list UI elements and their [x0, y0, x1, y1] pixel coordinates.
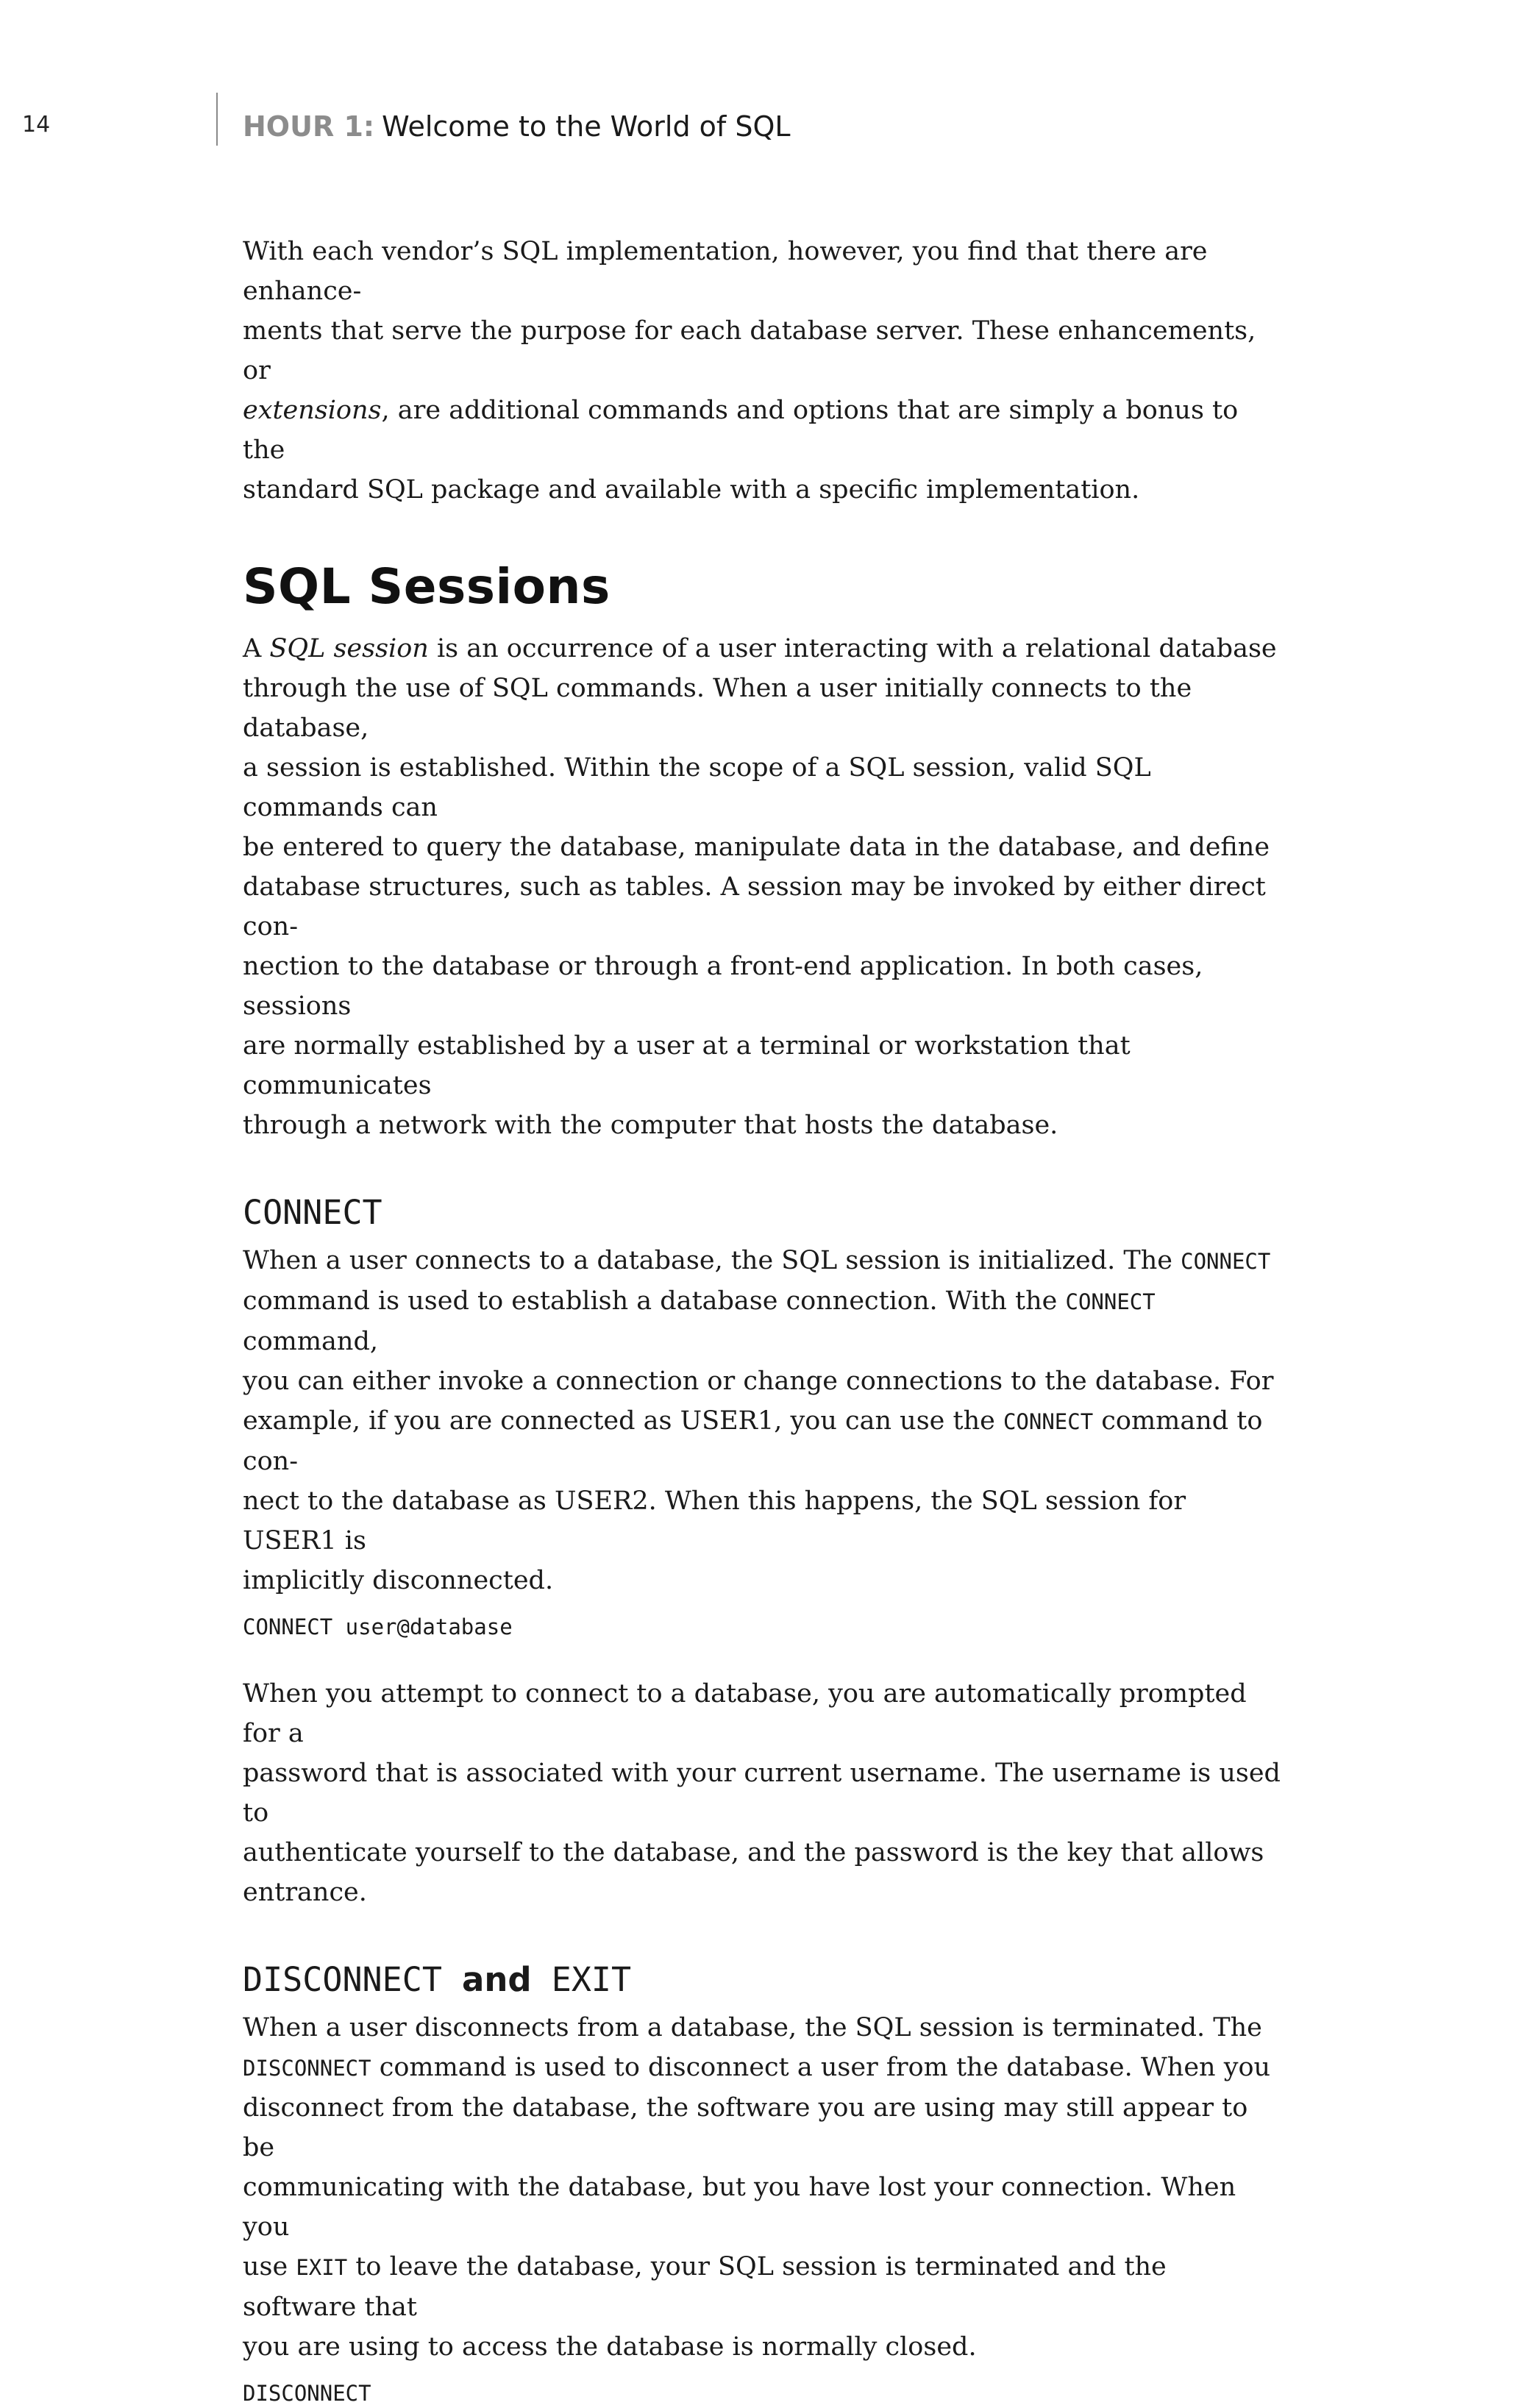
text-line: command to con-	[243, 1406, 1263, 1476]
text-line: command,	[243, 1327, 378, 1356]
running-head-hour: HOUR 1:	[243, 110, 375, 143]
text-line: nect to the database as USER2. When this happens, the SQL session for USER1 is	[243, 1486, 1186, 1556]
inline-code: CONNECT	[1181, 1249, 1271, 1274]
text-line: is an occurrence of a user interacting with a relational database	[428, 634, 1277, 663]
text-line: disconnect from the database, the software you are using may still appear to be	[243, 2093, 1248, 2162]
text-line: through the use of SQL commands. When a user initially connects to the database,	[243, 674, 1192, 743]
text-line: be entered to query the database, manipulate data in the database, and define	[243, 833, 1270, 862]
inline-code: CONNECT	[1065, 1289, 1156, 1314]
connect-paragraph	[243, 1241, 1287, 1600]
running-head-title: Welcome to the World of SQL	[382, 110, 791, 143]
text-line: a session is established. Within the scope of a SQL session, valid SQL commands can	[243, 753, 1151, 822]
text-line: When a user connects to a database, the SQL session is initialized. The	[243, 1246, 1181, 1275]
text-line: ments that serve the purpose for each database server. These enhancements, or	[243, 316, 1256, 385]
text-line: are normally established by a user at a terminal or workstation that communicates	[243, 1031, 1131, 1100]
text-line: communicating with the database, but you have lost your connection. When you	[243, 2173, 1236, 2242]
text-line: A	[243, 634, 270, 663]
text-line: use	[243, 2252, 296, 2281]
text-line: entrance.	[243, 1878, 367, 1907]
running-head	[243, 110, 791, 143]
intro-paragraph	[243, 232, 1287, 510]
text-line: implicitly disconnected.	[243, 1566, 554, 1595]
code-example-connect: CONNECT user@database	[243, 1614, 513, 1639]
subheading-disconnect-exit	[243, 1956, 1287, 2003]
header-divider	[216, 93, 218, 146]
text-line: When a user disconnects from a database, the SQL session is terminated. The	[243, 2013, 1262, 2042]
heading-conjunction: and	[462, 1960, 532, 1999]
text-line: you can either invoke a connection or change connections to the database. For	[243, 1367, 1274, 1396]
text-line: database structures, such as tables. A session may be invoked by either direct con-	[243, 872, 1266, 941]
text-line: nection to the database or through a front-end application. In both cases, sessions	[243, 952, 1203, 1021]
text-line: When you attempt to connect to a database, you are automatically prompted for a	[243, 1679, 1247, 1748]
code-example-disconnect: DISCONNECT	[243, 2381, 371, 2406]
connect-password-paragraph	[243, 1674, 1287, 1912]
text-line: With each vendor’s SQL implementation, however, you find that there are enhance-	[243, 237, 1208, 306]
disconnect-paragraph	[243, 2008, 1287, 2367]
heading-code-disconnect: DISCONNECT	[243, 1960, 442, 1999]
sessions-paragraph	[243, 629, 1287, 1145]
text-line: standard SQL package and available with a specific implementation.	[243, 475, 1140, 505]
inline-code: CONNECT	[1003, 1409, 1094, 1434]
subheading-connect: CONNECT	[243, 1193, 382, 1232]
heading-code-exit: EXIT	[551, 1960, 632, 1999]
inline-code: DISCONNECT	[243, 2056, 371, 2081]
text-line: password that is associated with your current username. The username is used to	[243, 1759, 1281, 1828]
italic-term: extensions	[243, 396, 382, 425]
italic-term: SQL session	[269, 634, 429, 663]
text-line: to leave the database, your SQL session is terminated and the software that	[243, 2252, 1167, 2322]
text-line: command is used to establish a database connection. With the	[243, 1286, 1066, 1316]
page-content	[243, 232, 1287, 2408]
text-line: example, if you are connected as USER1, you can use the	[243, 1406, 1003, 1436]
page-number: 14	[22, 112, 51, 138]
text-line: , are additional commands and options that are simply a bonus to the	[243, 396, 1239, 465]
inline-code: EXIT	[296, 2255, 348, 2280]
text-line: through a network with the computer that hosts the database.	[243, 1111, 1058, 1140]
text-line: authenticate yourself to the database, and the password is the key that allows	[243, 1838, 1264, 1867]
section-heading-sql-sessions: SQL Sessions	[243, 558, 611, 615]
text-line: you are using to access the database is normally closed.	[243, 2332, 977, 2362]
text-line: command is used to disconnect a user from the database. When you	[371, 2053, 1271, 2082]
